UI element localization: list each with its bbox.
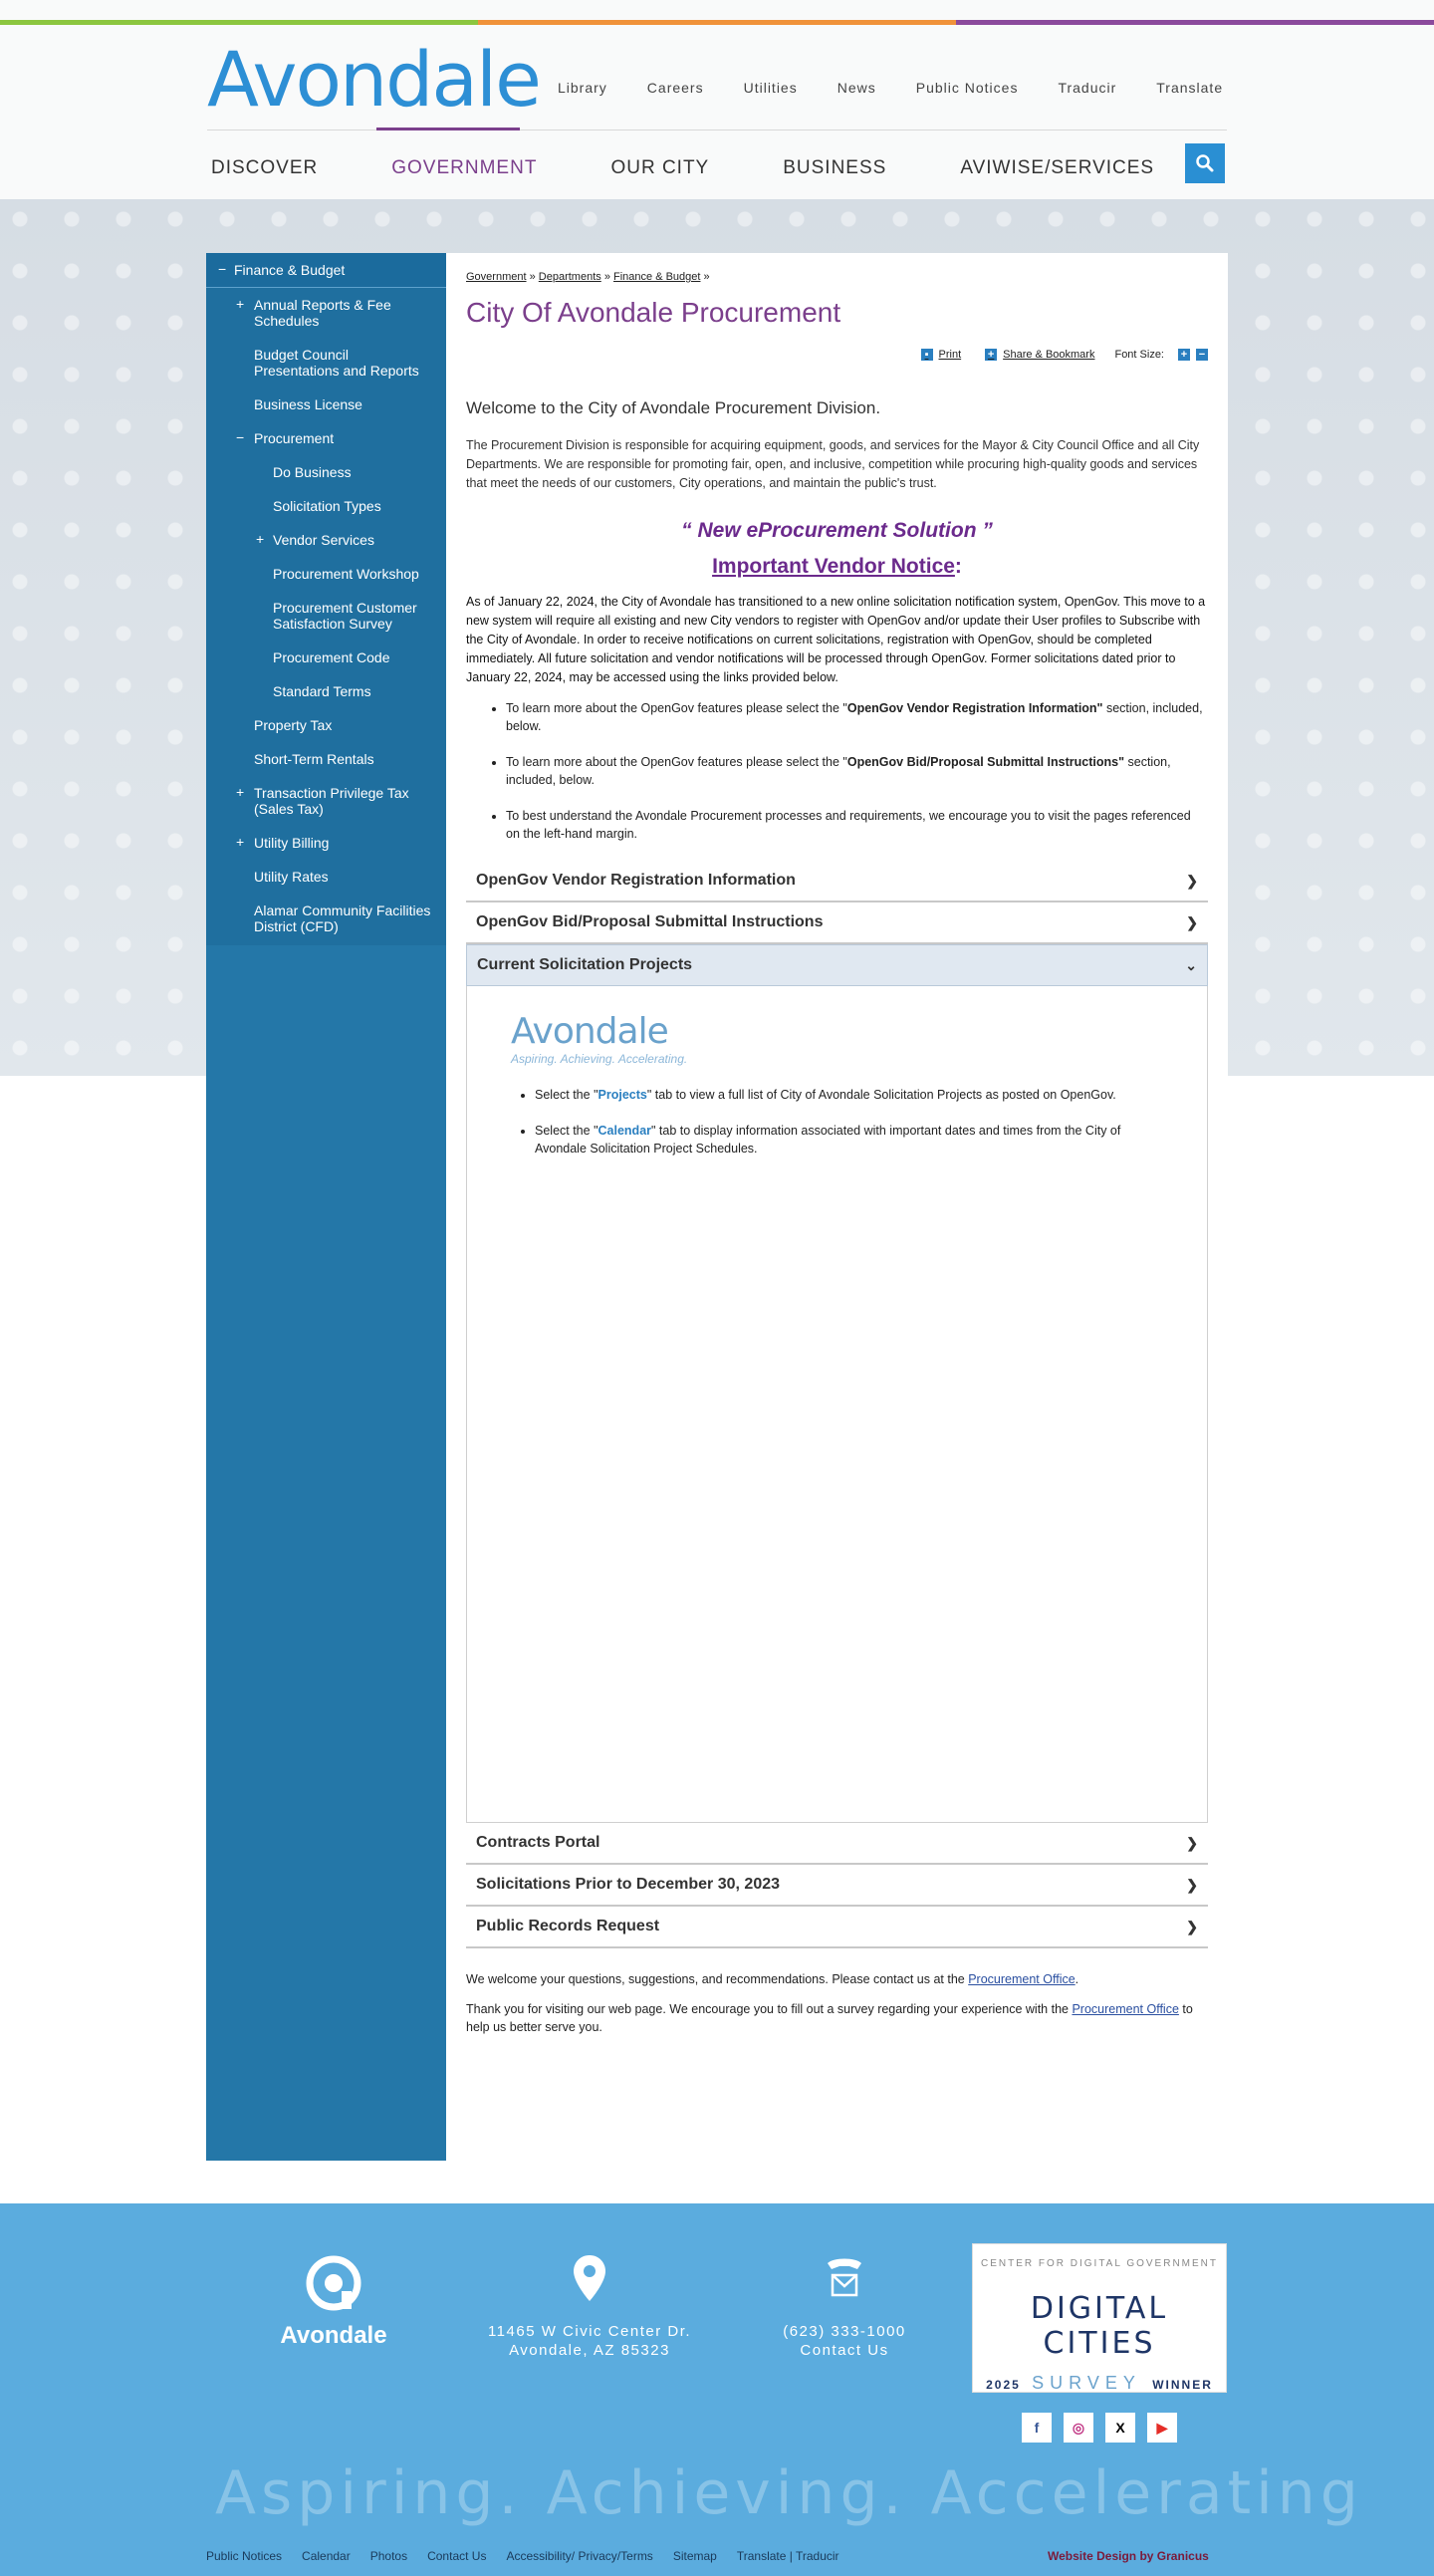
granicus-credit[interactable]: Website Design by Granicus bbox=[1048, 2549, 1209, 2563]
breadcrumb-separator: » bbox=[703, 271, 710, 283]
sidebar-item-do-business[interactable] bbox=[206, 455, 446, 489]
sidebar-item-label: Procurement Customer Satisfaction Survey bbox=[273, 600, 417, 632]
expand-toggle[interactable]: + bbox=[236, 296, 245, 312]
eprocurement-heading: “ New eProcurement Solution ” bbox=[681, 519, 993, 542]
closing-text: . bbox=[1075, 1972, 1079, 1986]
sidebar-item-label: Utility Billing bbox=[254, 835, 330, 851]
sidebar-item-label: Budget Council Presentations and Reports bbox=[254, 347, 419, 379]
badge-year: 2025 bbox=[986, 2378, 1021, 2392]
active-nav-indicator bbox=[376, 128, 520, 130]
accordion-label: Solicitations Prior to December 30, 2023 bbox=[476, 1876, 781, 1893]
sidebar-item-label: Procurement bbox=[254, 430, 335, 446]
sidebar-item-vendor-services[interactable] bbox=[206, 523, 446, 557]
bullet-text: section, included, below. bbox=[506, 701, 1203, 733]
bullet-text: section, included, below. bbox=[506, 755, 1171, 787]
sidebar-item-label: Annual Reports & Fee Schedules bbox=[254, 297, 391, 329]
breadcrumb-departments[interactable]: Departments bbox=[538, 271, 601, 283]
sidebar-item-label: Finance & Budget bbox=[234, 262, 346, 278]
sidebar-item-label: Transaction Privilege Tax (Sales Tax) bbox=[254, 785, 409, 817]
footer-phone-block[interactable] bbox=[747, 2253, 942, 2360]
list-item bbox=[506, 753, 1208, 789]
accordion-contracts-portal[interactable] bbox=[466, 1823, 1208, 1865]
util-nav-utilities[interactable]: Utilities bbox=[743, 80, 798, 96]
collapse-toggle[interactable]: − bbox=[236, 429, 245, 445]
bullet-text: To learn more about the OpenGov features please select the " bbox=[506, 755, 847, 769]
footer-link-translate[interactable]: Translate | Traducir bbox=[736, 2549, 839, 2563]
util-nav-library[interactable]: Library bbox=[558, 80, 607, 96]
sidebar-item-standard-terms[interactable] bbox=[206, 674, 446, 708]
sidebar-item-procurement[interactable] bbox=[206, 421, 446, 455]
footer-link-accessibility[interactable]: Accessibility/ Privacy/Terms bbox=[506, 2549, 653, 2563]
sidebar-item-procurement-workshop[interactable] bbox=[206, 557, 446, 591]
panel-logo: Avondale bbox=[511, 1011, 668, 1052]
badge-bottom-row bbox=[973, 2373, 1226, 2394]
print-icon: ▪ bbox=[921, 349, 933, 361]
chevron-right-icon: ❯ bbox=[1186, 872, 1198, 889]
expand-toggle[interactable]: + bbox=[236, 784, 245, 800]
page-title: City Of Avondale Procurement bbox=[466, 297, 841, 328]
footer-phone: (623) 333-1000 bbox=[783, 2323, 906, 2340]
procurement-office-survey-link[interactable]: Procurement Office bbox=[1072, 2002, 1179, 2016]
social-links bbox=[1022, 2413, 1177, 2443]
bullet-text: To best understand the Avondale Procurement processes and requirements, we encourage you to visit the pages referenced on the left-hand margin. bbox=[506, 809, 1191, 841]
sidebar-item-solicitation-types[interactable] bbox=[206, 489, 446, 523]
sidebar-item-label: Procurement Code bbox=[273, 649, 390, 665]
badge-top-text: CENTER FOR DIGITAL GOVERNMENT bbox=[980, 2258, 1218, 2269]
sidebar-item-label: Solicitation Types bbox=[273, 498, 381, 514]
vendor-notice-heading bbox=[466, 555, 1208, 579]
footer-logo-block[interactable] bbox=[271, 2253, 396, 2350]
panel-text: " tab to view a full list of City of Avondale Solicitation Projects as posted on OpenGov. bbox=[646, 1088, 1116, 1102]
sidebar-item-business-license[interactable] bbox=[206, 387, 446, 421]
instagram-icon[interactable]: ◎ bbox=[1064, 2413, 1093, 2443]
x-icon[interactable]: X bbox=[1105, 2413, 1135, 2443]
list-item bbox=[506, 699, 1208, 735]
sidebar-item-label: Utility Rates bbox=[254, 869, 329, 885]
chevron-right-icon: ❯ bbox=[1186, 1834, 1198, 1851]
footer-logo-text: Avondale bbox=[280, 2322, 387, 2349]
main-content bbox=[446, 253, 1228, 2161]
sidebar-item-label: Do Business bbox=[273, 464, 352, 480]
search-button[interactable] bbox=[1185, 143, 1225, 183]
closing-text: to help us better serve you. bbox=[466, 2002, 1193, 2034]
expand-toggle[interactable]: + bbox=[236, 834, 245, 850]
breadcrumb bbox=[466, 271, 1208, 283]
procurement-office-link[interactable]: Procurement Office bbox=[968, 1972, 1076, 1986]
share-bookmark-link[interactable] bbox=[985, 349, 1094, 361]
footer-contact-us: Contact Us bbox=[800, 2342, 889, 2359]
accordion-label: Contracts Portal bbox=[476, 1834, 600, 1851]
sidebar-item-label: Business License bbox=[254, 396, 362, 412]
sidebar-item-finance-budget[interactable] bbox=[206, 253, 446, 288]
accordion-label: Current Solicitation Projects bbox=[477, 956, 693, 973]
sidebar-item-label: Standard Terms bbox=[273, 683, 371, 699]
footer-link-photos[interactable]: Photos bbox=[369, 2549, 408, 2563]
search-icon bbox=[1195, 153, 1215, 173]
footer-slogan: Aspiring. Achieving. Accelerating bbox=[215, 2458, 1363, 2528]
vendor-notice-body: As of January 22, 2024, the City of Avondale has transitioned to a new online solicitation notification system, OpenGov. This move to a new system will require all existing and new City vendors to register with OpenGov and/or update their User profiles to Subscribe with the City of Avondale. In order to receive notifications on current solicitations, registration with OpenGov, should be completed immediately. All future solicitation and vendor notifications will be processed through OpenGov. Former solicitations dated prior to January 22, 2024, may be accessed using the links provided below. bbox=[466, 595, 1206, 684]
main-nav-government[interactable]: GOVERNMENT bbox=[391, 157, 538, 178]
accordion-label: Public Records Request bbox=[476, 1918, 660, 1934]
main-nav-discover[interactable]: DISCOVER bbox=[211, 157, 319, 178]
breadcrumb-finance-budget[interactable]: Finance & Budget bbox=[613, 271, 701, 283]
main-nav-our-city[interactable]: OUR CITY bbox=[610, 157, 710, 178]
sidebar-item-utility-rates[interactable] bbox=[206, 860, 446, 894]
panel-list bbox=[511, 1086, 1163, 1158]
vendor-notice-colon: : bbox=[954, 555, 962, 578]
list-item bbox=[535, 1086, 1163, 1104]
closing-text: We welcome your questions, suggestions, and recommendations. Please contact us at the bbox=[466, 1972, 969, 1986]
survey-paragraph bbox=[466, 2000, 1208, 2036]
main-nav-business[interactable]: BUSINESS bbox=[783, 157, 887, 178]
breadcrumb-separator: » bbox=[529, 271, 536, 283]
font-decrease-icon[interactable]: − bbox=[1196, 349, 1208, 361]
accordion bbox=[466, 861, 1208, 1948]
sidebar-item-label: Short-Term Rentals bbox=[254, 751, 374, 767]
accordion-public-records[interactable] bbox=[466, 1907, 1208, 1948]
projects-tab-link[interactable]: Projects bbox=[598, 1088, 647, 1102]
phone-mail-icon bbox=[820, 2253, 869, 2303]
digital-cities-badge bbox=[972, 2243, 1227, 2393]
youtube-icon[interactable]: ▶ bbox=[1147, 2413, 1177, 2443]
intro-paragraph: The Procurement Division is responsible for acquiring equipment, goods, and services for the Mayor & City Council Office and all City Departments. We are responsible for promoting fair, open, and inclusive, competition while procuring high-quality goods and services that meet the needs of our customers, City operations, and maintain the public's trust. bbox=[466, 438, 1200, 490]
util-nav-careers[interactable]: Careers bbox=[646, 80, 704, 96]
sidebar-item-utility-billing[interactable] bbox=[206, 826, 446, 860]
sidebar-item-satisfaction-survey[interactable] bbox=[206, 591, 446, 641]
panel-text: Select the " bbox=[535, 1124, 598, 1138]
print-link[interactable] bbox=[921, 349, 962, 361]
sidebar-item-label: Property Tax bbox=[254, 717, 333, 733]
accordion-prior-solicitations[interactable] bbox=[466, 1865, 1208, 1907]
footer-link-contact-us[interactable]: Contact Us bbox=[427, 2549, 487, 2563]
accordion-opengov-registration[interactable] bbox=[466, 861, 1208, 902]
footer-links bbox=[206, 2549, 839, 2563]
util-nav-translate[interactable]: Translate bbox=[1156, 80, 1224, 96]
panel-text: " tab to display information associated with important dates and times from the City of Avondale Solicitation Project Schedules. bbox=[535, 1124, 1121, 1156]
vendor-notice-title: Important Vendor Notice bbox=[712, 555, 955, 578]
utility-nav bbox=[558, 80, 1223, 96]
badge-main-text: DIGITAL CITIES bbox=[1030, 2291, 1169, 2361]
bullet-bold: OpenGov Bid/Proposal Submittal Instructions" bbox=[846, 755, 1125, 769]
sidebar-item-label: Vendor Services bbox=[273, 532, 374, 548]
chevron-right-icon: ❯ bbox=[1186, 913, 1198, 930]
font-increase-icon[interactable]: + bbox=[1178, 349, 1190, 361]
current-solicitations-panel bbox=[466, 986, 1208, 1823]
panel-tagline: Aspiring. Achieving. Accelerating. bbox=[511, 1052, 688, 1066]
page-tools bbox=[921, 349, 1208, 361]
sidebar-item-property-tax[interactable] bbox=[206, 708, 446, 742]
sidebar-item-short-term-rentals[interactable] bbox=[206, 742, 446, 776]
sidebar-item-procurement-code[interactable] bbox=[206, 641, 446, 674]
chevron-right-icon: ❯ bbox=[1186, 1918, 1198, 1934]
welcome-text: Welcome to the City of Avondale Procurement Division. bbox=[466, 398, 881, 417]
chevron-down-icon: ⌄ bbox=[1185, 956, 1197, 973]
address-line-2: Avondale, AZ 85323 bbox=[509, 2342, 670, 2359]
plus-icon: + bbox=[985, 349, 997, 361]
util-nav-public-notices[interactable]: Public Notices bbox=[915, 80, 1019, 96]
panel-text: Select the " bbox=[535, 1088, 598, 1102]
badge-survey: SURVEY bbox=[1032, 2373, 1141, 2393]
sidebar-item-alamar-cfd[interactable] bbox=[206, 894, 446, 943]
footer-link-sitemap[interactable]: Sitemap bbox=[672, 2549, 717, 2563]
badge-winner: WINNER bbox=[1152, 2378, 1213, 2392]
site-logo[interactable]: Avondale bbox=[207, 35, 540, 124]
location-pin-icon bbox=[572, 2253, 607, 2303]
address-line-1: 11465 W Civic Center Dr. bbox=[487, 2323, 692, 2340]
facebook-icon[interactable]: f bbox=[1022, 2413, 1052, 2443]
util-nav-traducir[interactable]: Traducir bbox=[1058, 80, 1117, 96]
avondale-logo-icon bbox=[304, 2253, 363, 2315]
util-nav-news[interactable]: News bbox=[836, 80, 876, 96]
contact-paragraph bbox=[466, 1970, 1208, 1988]
footer-link-public-notices[interactable]: Public Notices bbox=[206, 2549, 283, 2563]
sidebar-item-label: Procurement Workshop bbox=[273, 566, 419, 582]
breadcrumb-government[interactable]: Government bbox=[466, 271, 527, 283]
calendar-tab-link[interactable]: Calendar bbox=[598, 1124, 652, 1138]
sidebar-item-label: Alamar Community Facilities District (CFD) bbox=[254, 902, 431, 934]
sidebar-item-annual-reports[interactable] bbox=[206, 288, 446, 338]
collapse-toggle[interactable]: − bbox=[218, 261, 227, 277]
list-item bbox=[506, 807, 1208, 843]
share-label: Share & Bookmark bbox=[1003, 349, 1095, 361]
sidebar-subnav bbox=[206, 288, 446, 945]
accordion-label: OpenGov Bid/Proposal Submittal Instructions bbox=[476, 913, 824, 930]
footer-address-block[interactable] bbox=[480, 2253, 699, 2360]
sidebar-nav bbox=[206, 253, 446, 2161]
breadcrumb-separator: » bbox=[603, 271, 610, 283]
expand-toggle[interactable]: + bbox=[256, 531, 265, 547]
top-color-stripe bbox=[0, 20, 1434, 25]
main-nav-aviwise-services[interactable]: AVIWISE/SERVICES bbox=[960, 157, 1155, 178]
closing-text: Thank you for visiting our web page. We encourage you to fill out a survey regarding your experience with the bbox=[466, 2002, 1073, 2016]
header-divider bbox=[207, 129, 1227, 130]
sidebar-item-transaction-privilege-tax[interactable] bbox=[206, 776, 446, 826]
chevron-right-icon: ❯ bbox=[1186, 1876, 1198, 1893]
print-label: Print bbox=[938, 349, 962, 361]
list-item bbox=[535, 1122, 1163, 1158]
accordion-opengov-submittal[interactable] bbox=[466, 902, 1208, 944]
footer-link-calendar[interactable]: Calendar bbox=[302, 2549, 351, 2563]
notice-bullet-list bbox=[466, 699, 1208, 843]
sidebar-item-budget-council[interactable] bbox=[206, 338, 446, 387]
bullet-text: To learn more about the OpenGov features please select the " bbox=[506, 701, 847, 715]
bullet-bold: OpenGov Vendor Registration Information" bbox=[846, 701, 1103, 715]
font-size-label: Font Size: bbox=[1114, 349, 1164, 361]
accordion-label: OpenGov Vendor Registration Information bbox=[476, 872, 796, 889]
accordion-current-solicitations[interactable] bbox=[466, 944, 1208, 986]
main-nav bbox=[211, 157, 1228, 179]
